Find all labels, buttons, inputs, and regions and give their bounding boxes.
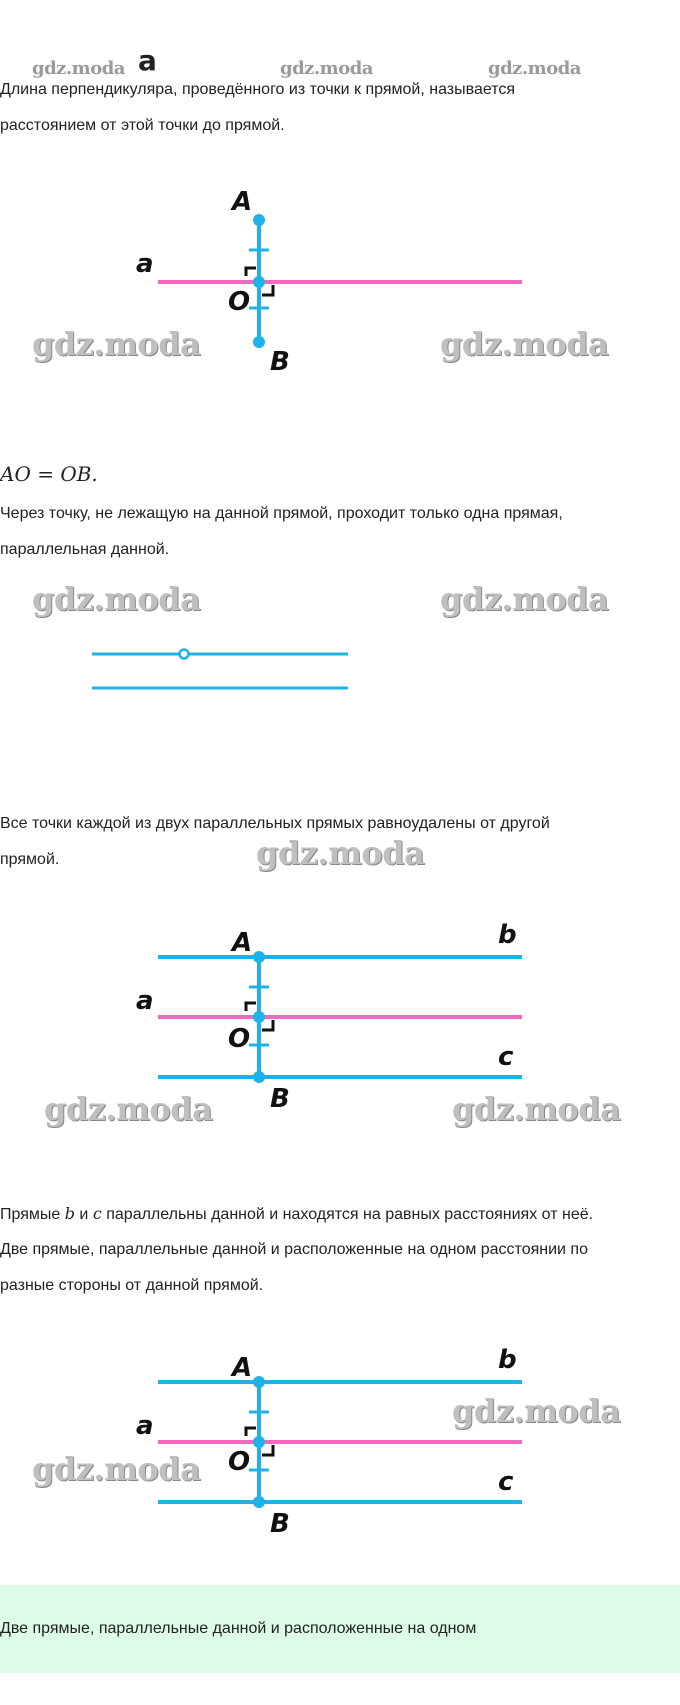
point-O	[253, 276, 265, 288]
label-b: b	[498, 920, 517, 950]
highlight-block	[0, 1585, 680, 1673]
para2-line2: параллельная данной.	[0, 541, 170, 558]
watermark-header-2: gdz.moda	[280, 58, 373, 79]
point-A	[253, 214, 265, 226]
label-A: A	[232, 187, 253, 217]
point-B	[253, 1071, 265, 1083]
point-on-line	[180, 650, 189, 659]
para2-line1: Через точку, не лежащую на данной прямой, проходит только одна прямая,	[0, 505, 563, 522]
label-O: O	[228, 1447, 251, 1477]
para1-line2: расстоянием от этой точки до прямой.	[0, 117, 285, 134]
highlight-text: Две прямые, параллельные данной и расположенные на одном	[0, 1620, 477, 1637]
label-b: b	[498, 1345, 517, 1375]
point-B	[253, 336, 265, 348]
watermark: gdz.moda	[440, 325, 609, 363]
right-angle-mark	[246, 1428, 256, 1436]
right-angle-mark	[262, 1445, 273, 1455]
label-A: A	[232, 928, 253, 958]
label-c: c	[498, 1467, 514, 1497]
para4-pre: Прямые	[0, 1206, 65, 1223]
para4-mid: и	[74, 1206, 93, 1223]
label-a: a	[136, 249, 154, 279]
watermark: gdz.moda	[256, 834, 425, 872]
point-O	[253, 1011, 265, 1023]
watermark-header-3: gdz.moda	[488, 58, 581, 79]
para4-var-c: c	[92, 1204, 102, 1223]
point-A	[253, 1376, 265, 1388]
formula: AO = OB.	[0, 462, 98, 486]
watermark: gdz.moda	[452, 1392, 621, 1430]
watermark: gdz.moda	[32, 325, 201, 363]
watermark: gdz.moda	[32, 580, 201, 618]
para4-line1	[0, 1196, 593, 1233]
label-a: a	[136, 1411, 154, 1441]
right-angle-mark	[262, 1020, 273, 1030]
watermark-header-1: gdz.moda	[32, 58, 125, 79]
watermark: gdz.moda	[32, 1450, 201, 1488]
figure-equidistant-lines	[0, 915, 680, 1115]
point-O	[253, 1436, 265, 1448]
right-angle-mark	[262, 285, 273, 295]
para3-line1: Все точки каждой из двух параллельных прямых равноудалены от другой	[0, 815, 550, 832]
watermark: gdz.moda	[440, 580, 609, 618]
top-letter-a: a	[138, 44, 157, 77]
label-B: B	[270, 347, 290, 377]
point-A	[253, 951, 265, 963]
right-angle-mark	[246, 1003, 256, 1011]
label-A: A	[232, 1353, 253, 1383]
para4-line2: Две прямые, параллельные данной и расположенные на одном расстоянии по	[0, 1241, 588, 1258]
label-O: O	[228, 287, 251, 317]
para3-line2: прямой.	[0, 851, 60, 868]
label-a: a	[136, 986, 154, 1016]
label-O: O	[228, 1024, 251, 1054]
para1-line1: Длина перпендикуляра, проведённого из точки к прямой, называется	[0, 81, 516, 98]
para4-post: параллельны данной и находятся на равных расстояниях от неё.	[101, 1206, 594, 1223]
para4-line3: разные стороны от данной прямой.	[0, 1277, 264, 1294]
label-B: B	[270, 1509, 290, 1539]
right-angle-mark	[246, 268, 256, 276]
label-c: c	[498, 1042, 514, 1072]
figure-two-parallel-lines	[0, 1340, 680, 1540]
figure-parallel-through-point	[0, 640, 680, 720]
para4-var-b: b	[64, 1204, 75, 1223]
point-B	[253, 1496, 265, 1508]
label-B: B	[270, 1084, 290, 1114]
watermark: gdz.moda	[44, 1090, 213, 1128]
watermark: gdz.moda	[452, 1090, 621, 1128]
